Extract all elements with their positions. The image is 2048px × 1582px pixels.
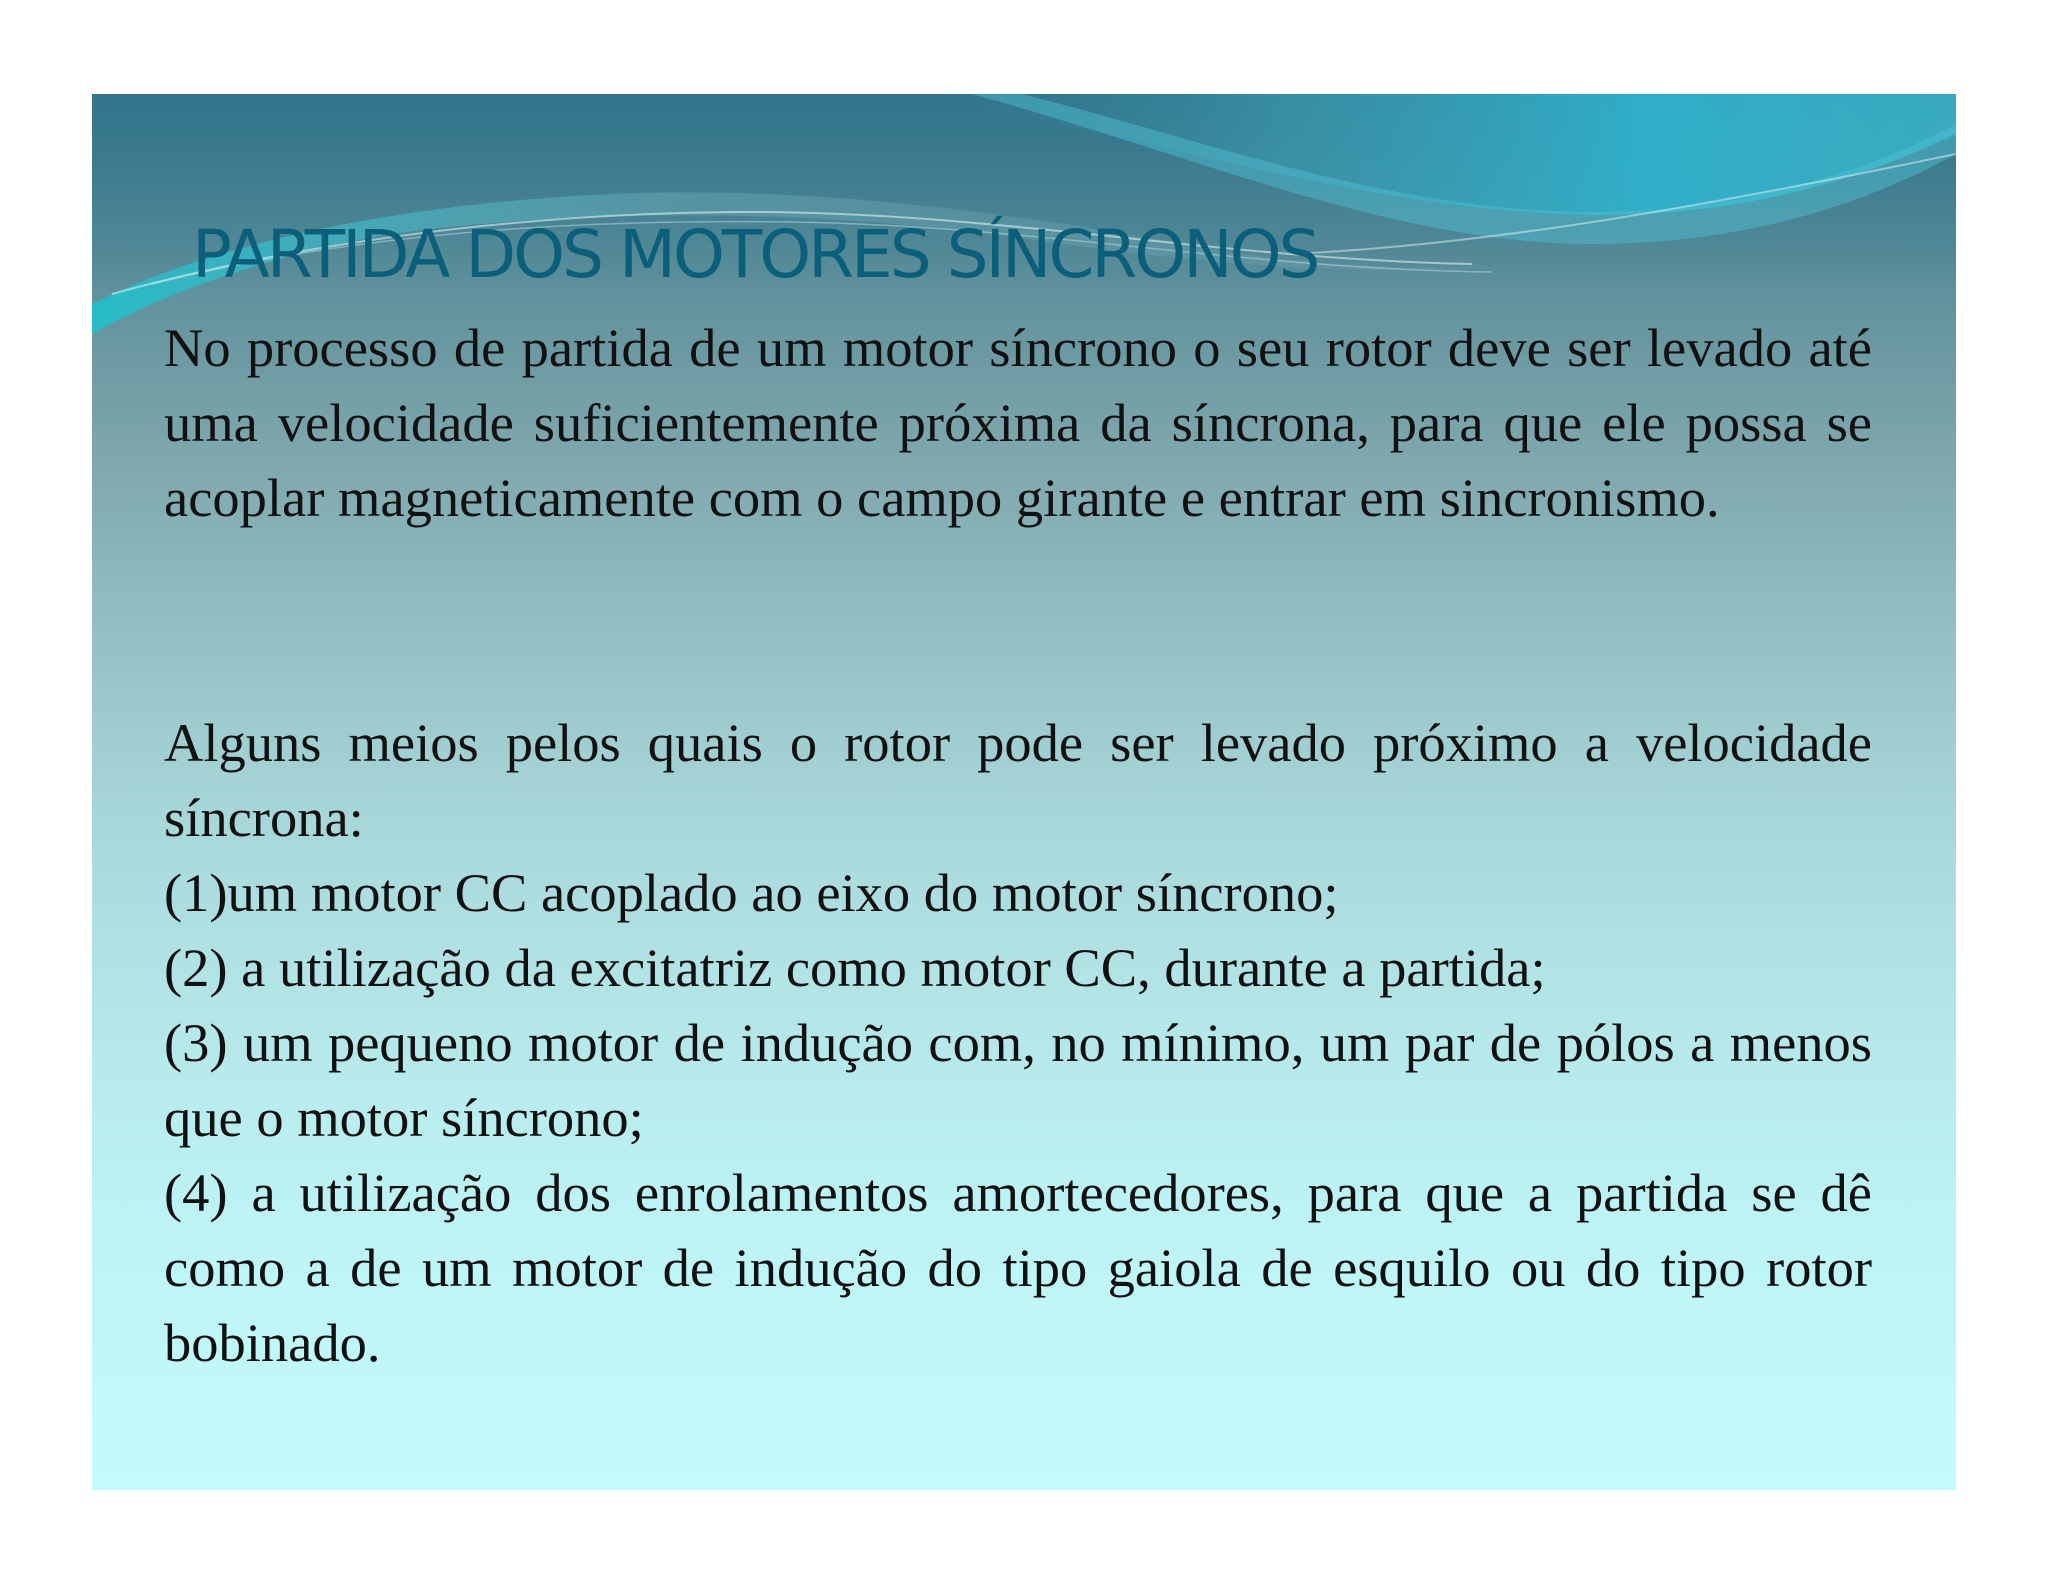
- methods-intro-paragraph: Alguns meios pelos quais o rotor pode ser levado próximo a velocidade síncrona:: [164, 712, 1872, 848]
- intro-paragraph-block: [164, 310, 1872, 535]
- method-item-4: (4) a utilização dos enrolamentos amortecedores, para que a partida se dê como a de um motor de indução do tipo gaiola de esquilo ou do tipo rotor bobinado.: [164, 1162, 1872, 1373]
- method-item-1: (1)um motor CC acoplado ao eixo do motor síncrono;: [164, 862, 1339, 923]
- method-item-3: (3) um pequeno motor de indução com, no mínimo, um par de pólos a menos que o motor síncrono;: [164, 1012, 1872, 1148]
- intro-paragraph: No processo de partida de um motor síncrono o seu rotor deve ser levado até uma velocidade suficientemente próxima da síncrona, para que ele possa se acoplar magneticamente com o campo girante e entrar em sincronismo.: [164, 317, 1872, 528]
- methods-block: [164, 705, 1872, 1380]
- slide: [92, 94, 1956, 1490]
- method-item-2: (2) a utilização da excitatriz como motor CC, durante a partida;: [164, 937, 1546, 998]
- slide-title: PARTIDA DOS MOTORES SÍNCRONOS: [192, 216, 1318, 293]
